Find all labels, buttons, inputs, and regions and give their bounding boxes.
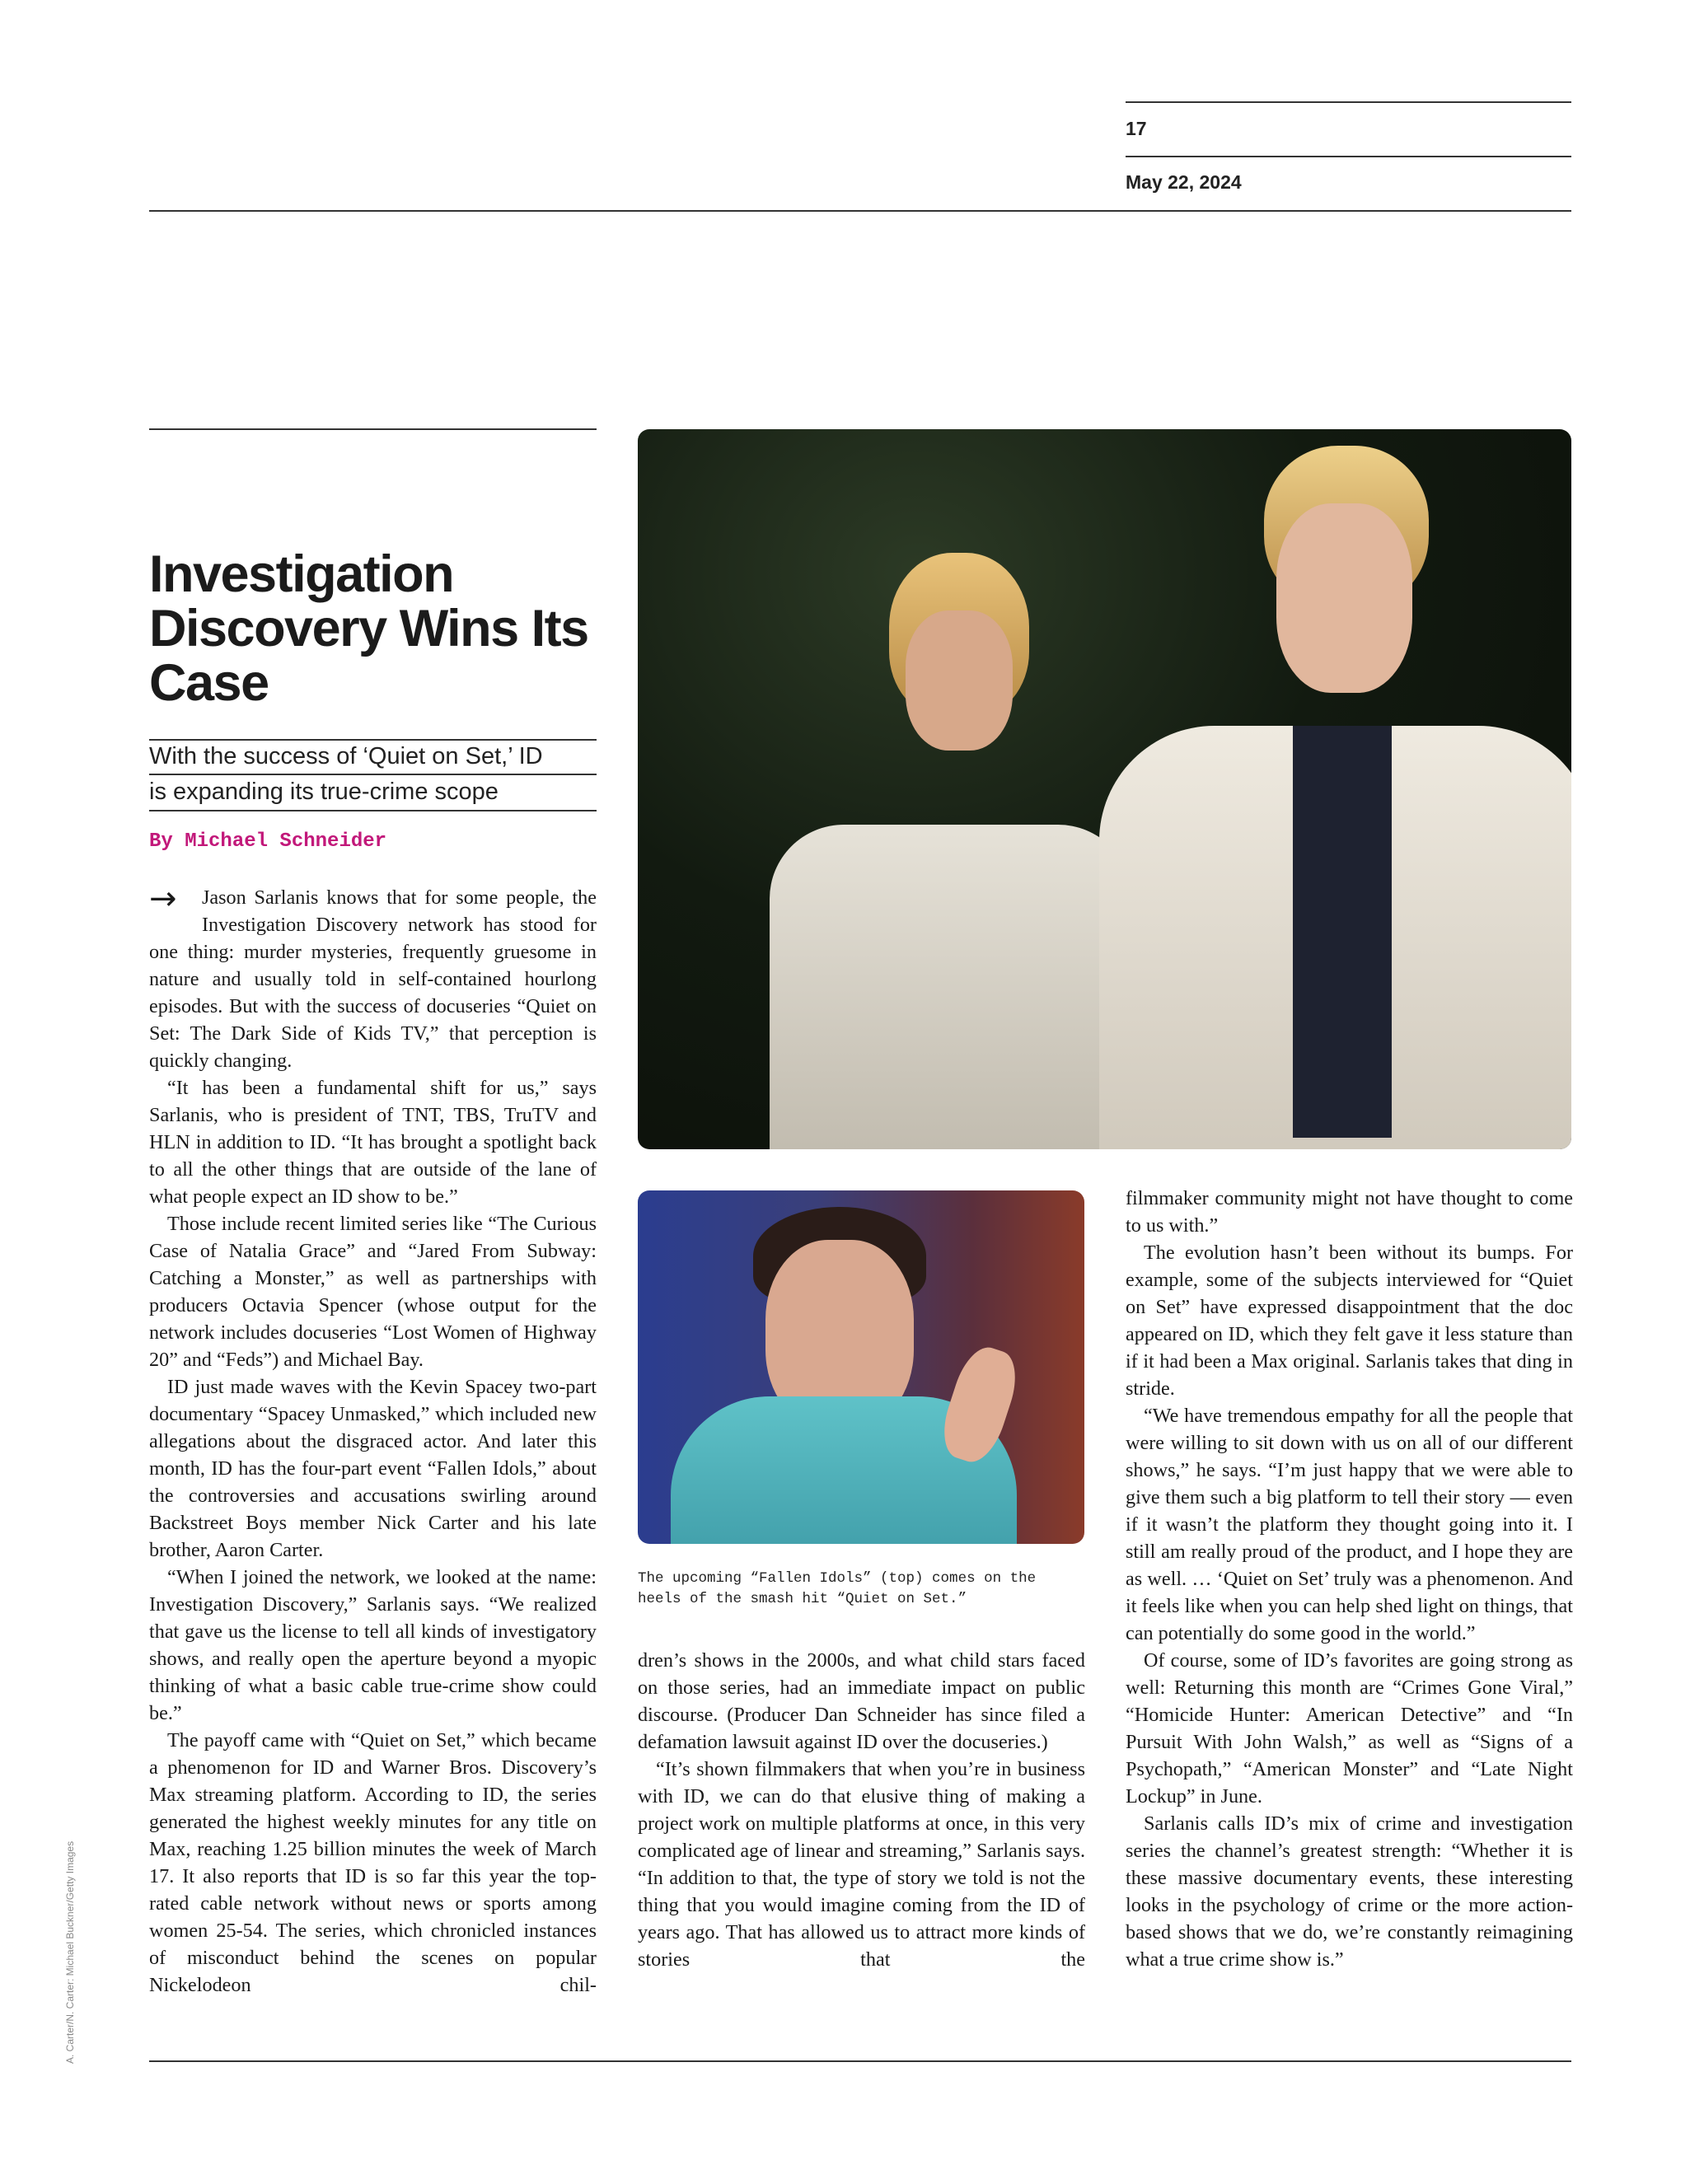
paragraph: Those include recent limited series like “The Curious Case of Natalia Grace” and “Jared From Subway: Catching a Monster,” as well as partnerships with producers Octavia Spencer (whose output for the network includes docuseries “Lost Women of Highway 20” and “Feds”) and Michael Bay. — [149, 1213, 597, 1371]
paragraph: “It’s shown filmmakers that when you’re in business with ID, we can do that elusive thing of making a project work on multiple platforms at once, in this very complicated age of linear and streaming,” Sarlanis says. “In addition to that, the type of story we told is not the thing that you would imagine coming from the ID of years ago. That has allowed us to attract more kinds of stories that the — [638, 1758, 1085, 1971]
photo-credit: A. Carter/N. Carter: Michael Buckner/Getty Images — [64, 1840, 76, 2064]
subtitle-rule-3 — [149, 810, 597, 811]
title-rule — [149, 428, 597, 430]
paragraph: dren’s shows in the 2000s, and what child stars faced on those series, had an immediate impact on public discourse. (Producer Dan Schneider has since filed a defamation lawsuit against ID over the docuseries.) — [638, 1649, 1085, 1753]
article-title: Investigation Discovery Wins Its Case — [149, 545, 588, 712]
body-column-1 — [149, 880, 597, 1999]
paragraph: filmmaker community might not have thought to come to us with.” — [1126, 1187, 1573, 1237]
subtitle-line-1: With the success of ‘Quiet on Set,’ ID — [149, 743, 543, 769]
body-column-3 — [1126, 1185, 1573, 1973]
person-right — [1099, 446, 1571, 1149]
photo-caption: The upcoming “Fallen Idols” (top) comes on the heels of the smash hit “Quiet on Set.” — [638, 1570, 1037, 1607]
body-column-2 — [638, 1647, 1085, 1973]
footer-rule — [149, 2060, 1571, 2062]
header-rule-bottom — [149, 210, 1571, 212]
paragraph: “When I joined the network, we looked at the name: Investigation Discovery,” Sarlanis says. “We realized that gave us the license to tell all kinds of investigatory shows, and really open the aperture beyond a myopic thinking of what a basic cable true-crime show could be.” — [149, 1566, 597, 1724]
paragraph: Jason Sarlanis knows that for some people, the Investigation Discovery network has stood for one thing: murder mysteries, frequently gruesome in nature and usually told in self-contained hourlong episodes. But with the success of docuseries “Quiet on Set: The Dark Side of Kids TV,” that perception is quickly changing. — [149, 886, 597, 1072]
paragraph: The payoff came with “Quiet on Set,” which became a phenomenon for ID and Warner Bros. Discovery’s Max streaming platform. According to ID, the series generated the highest weekly minutes for any title on Max, reaching 1.25 billion minutes the week of March 17. It also reports that ID is so far this year the top-rated cable network without news or sports among women 25-54. The series, which chronicled instances of misconduct behind the scenes on popular Nickelodeon chil- — [149, 1729, 597, 1996]
header-rule-mid — [1126, 156, 1571, 157]
byline: By Michael Schneider — [149, 830, 387, 853]
photo-quiet-on-set — [638, 1190, 1084, 1544]
paragraph: Sarlanis calls ID’s mix of crime and investigation series the channel’s greatest strength: “Whether it is these massive documentary events, these interesting looks in the psychology of crime or the more action-based shows that we do, we’re constantly reimagining what a true crime show is.” — [1126, 1812, 1573, 1971]
arrow-right-icon: → — [149, 880, 177, 918]
paragraph: Of course, some of ID’s favorites are going strong as well: Returning this month are “Crimes Gone Viral,” “Homicide Hunter: American Detective” and “In Pursuit With John Walsh,” as well as “Signs of a Psychopath,” “American Monster” and “Late Night Lockup” in June. — [1126, 1649, 1573, 1808]
subtitle-line-2: is expanding its true-crime scope — [149, 779, 499, 805]
header-rule-top — [1126, 101, 1571, 103]
paragraph: “It has been a fundamental shift for us,” says Sarlanis, who is president of TNT, TBS, TruTV and HLN in addition to ID. “It has brought a spotlight back to all the other things that are outside of the lane of what people expect an ID show to be.” — [149, 1077, 597, 1208]
issue-date: May 22, 2024 — [1126, 171, 1242, 193]
paragraph: ID just made waves with the Kevin Spacey two-part documentary “Spacey Unmasked,” which included new allegations about the disgraced actor. And later this month, ID has the four-part event “Fallen Idols,” about the controversies and accusations swirling around Backstreet Boys member Nick Carter and his late brother, Aaron Carter. — [149, 1376, 597, 1561]
paragraph: The evolution hasn’t been without its bumps. For example, some of the subjects interviewed for “Quiet on Set” have expressed disappointment that the doc appeared on ID, which they felt gave it less stature than if it had been a Max original. Sarlanis takes that ding in stride. — [1126, 1242, 1573, 1400]
page-number: 17 — [1126, 118, 1147, 139]
photo-carter-brothers — [638, 429, 1571, 1149]
person-left — [827, 553, 1074, 1149]
paragraph: “We have tremendous empathy for all the people that were willing to sit down with us on all of our different shows,” he says. “I’m just happy that we were able to give them such a big platform to tell their story — even if it wasn’t the platform they thought going into it. I still am really proud of the product, and I hope they are as well. … ‘Quiet on Set’ truly was a phenomenon. And it feels like when you can help shed light on things, that can potentially do some good in the world.” — [1126, 1405, 1573, 1644]
